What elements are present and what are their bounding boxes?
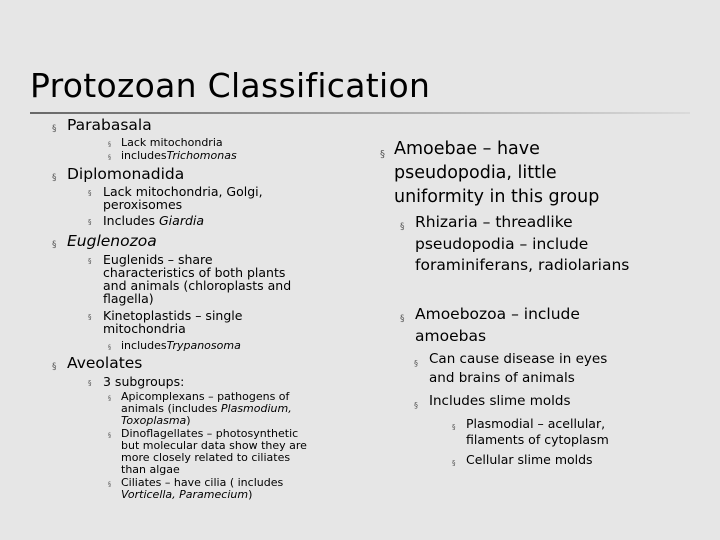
- bullet-parabasala: [52, 116, 332, 134]
- bullet-text: Amoebae – have pseudopodia, little uniformity in this group: [394, 139, 600, 207]
- bullet-marker-icon: §: [452, 423, 456, 431]
- bullet-text: Aveolates: [67, 354, 143, 372]
- bullet-text: Dinoflagellates – photosynthetic but molecular data show they are more closely related to ciliates than algae: [121, 427, 307, 476]
- bullet-text: Diplomonadida: [67, 165, 185, 183]
- bullet-ave-1c: [108, 477, 308, 501]
- bullet-marker-icon: §: [108, 141, 111, 148]
- bullet-marker-icon: §: [108, 154, 111, 161]
- bullet-text-end: ): [186, 414, 191, 427]
- bullet-text: Includes: [103, 213, 159, 228]
- bullet-text: Cellular slime molds: [466, 452, 593, 467]
- bullet-marker-icon: §: [88, 189, 92, 197]
- bullet-marker-icon: §: [108, 395, 111, 402]
- bullet-amoebae: [380, 137, 640, 209]
- bullet-marker-icon: §: [52, 362, 57, 372]
- bullet-cellular: [452, 452, 642, 468]
- bullet-text: includes: [121, 149, 167, 162]
- bullet-ave-1: [88, 375, 300, 388]
- bullet-marker-icon: §: [414, 401, 418, 410]
- bullet-marker-icon: §: [88, 257, 92, 265]
- bullet-marker-icon: §: [400, 314, 405, 324]
- bullet-eugl-2: [88, 309, 300, 335]
- genus-name: Trichomonas: [166, 149, 237, 162]
- bullet-parabasala-2: [108, 150, 308, 162]
- bullet-marker-icon: §: [414, 359, 418, 368]
- genus-name: Giardia: [159, 213, 205, 228]
- genus-name: Plasmodium, Toxoplasma: [121, 402, 292, 427]
- bullet-ave-1a: [108, 391, 308, 427]
- bullet-text: Amoebozoa – include amoebas: [415, 305, 580, 345]
- bullet-marker-icon: §: [88, 313, 92, 321]
- bullet-marker-icon: §: [108, 432, 111, 439]
- bullet-slime: [414, 392, 634, 411]
- bullet-text: Can cause disease in eyes and brains of animals: [429, 351, 608, 386]
- bullet-text-end: ): [248, 488, 253, 501]
- bullet-text: Ciliates – have cilia ( includes: [121, 476, 284, 489]
- bullet-plasmodial: [452, 416, 642, 448]
- bullet-rhizaria: [400, 212, 640, 277]
- bullet-text: Rhizaria – threadlike pseudopodia – include foraminiferans, radiolarians: [415, 213, 630, 274]
- bullet-text: Lack mitochondria: [121, 136, 223, 149]
- bullet-diplo-1: [88, 185, 288, 211]
- bullet-disease: [414, 350, 634, 388]
- bullet-text: Lack mitochondria, Golgi, peroxisomes: [103, 184, 263, 212]
- bullet-marker-icon: §: [88, 218, 92, 226]
- bullet-parabasala-1: [108, 137, 308, 149]
- bullet-text: Includes slime molds: [429, 393, 571, 409]
- genus-name: Trypanosoma: [166, 339, 241, 352]
- bullet-marker-icon: §: [52, 124, 57, 134]
- bullet-marker-icon: §: [452, 459, 456, 467]
- bullet-marker-icon: §: [108, 344, 111, 351]
- bullet-text: Euglenids – share characteristics of both plants and animals (chloroplasts and flagella): [103, 252, 292, 306]
- bullet-text: 3 subgroups:: [103, 374, 185, 389]
- genus-name: Vorticella, Paramecium: [121, 488, 249, 501]
- bullet-text: Euglenozoa: [67, 232, 157, 250]
- bullet-text: Apicomplexans – pathogens of animals (includes: [121, 390, 290, 415]
- bullet-marker-icon: §: [52, 173, 57, 183]
- bullet-text: includes: [121, 339, 167, 352]
- page-title: Protozoan Classification: [30, 66, 431, 105]
- bullet-eugl-2a: [108, 340, 308, 352]
- bullet-ave-1b: [108, 428, 308, 476]
- bullet-text: Kinetoplastids – single mitochondria: [103, 308, 243, 336]
- bullet-marker-icon: §: [88, 379, 92, 387]
- bullet-eugl-1: [88, 253, 300, 305]
- bullet-aveolates: [52, 354, 332, 372]
- bullet-marker-icon: §: [108, 481, 111, 488]
- bullet-marker-icon: §: [52, 240, 57, 250]
- bullet-marker-icon: §: [380, 149, 385, 160]
- bullet-amoebozoa: [400, 304, 640, 347]
- bullet-text: Plasmodial – acellular, filaments of cytoplasm: [466, 416, 609, 447]
- bullet-euglenozoa: [52, 232, 332, 250]
- bullet-text: Parabasala: [67, 116, 152, 134]
- bullet-marker-icon: §: [400, 222, 405, 232]
- title-divider: [30, 112, 690, 114]
- bullet-diplomonadida: [52, 165, 332, 183]
- bullet-diplo-2: [88, 214, 288, 227]
